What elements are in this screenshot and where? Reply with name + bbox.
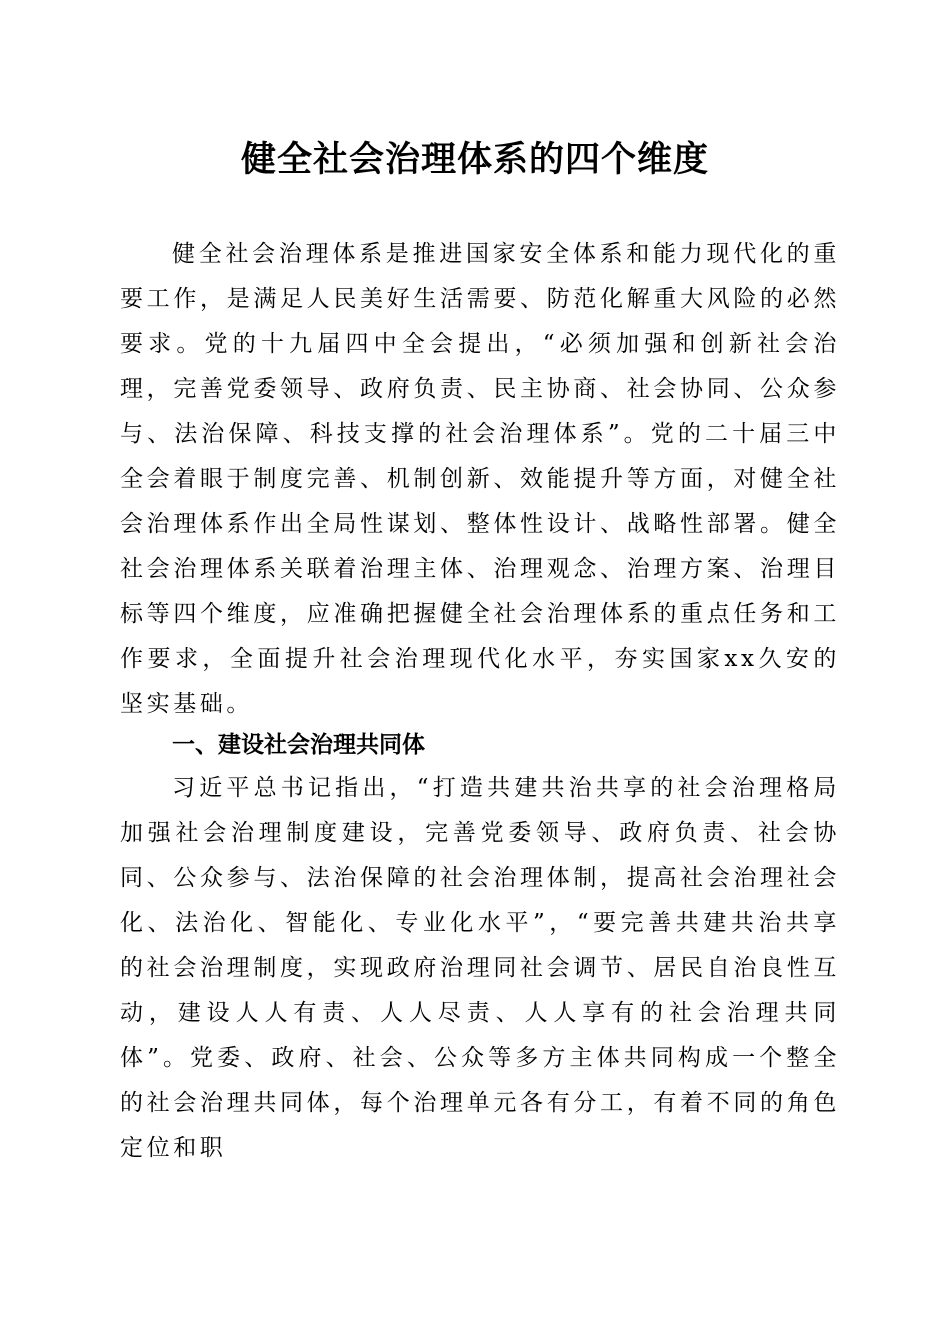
section-paragraph: 习近平总书记指出，“打造共建共治共享的社会治理格局加强社会治理制度建设，完善党委领导、政府负责、社会协同、公众参与、法治保障的社会治理体制，提高社会治理社会化、法治化、智能化、专业化水平”，“要完善共建共治共享的社会治理制度，实现政府治理同社会调节、居民自治良性互动，建设人人有责、人人尽责、人人享有的社会治理共同体”。党委、政府、社会、公众等多方主体共同构成一个整全的社会治理共同体，每个治理单元各有分工，有着不同的角色定位和职 [120,775,840,1161]
document-title: 健全社会治理体系的四个维度 [240,139,709,180]
intro-paragraph: 健全社会治理体系是推进国家安全体系和能力现代化的重要工作，是满足人民美好生活需要、防范化解重大风险的必然要求。党的十九届四中全会提出，“必须加强和创新社会治理，完善党委领导、政府负责、民主协商、社会协同、公众参与、法治保障、科技支撑的社会治理体系”。党的二十届三中全会着眼于制度完善、机制创新、效能提升等方面，对健全社会治理体系作出全局性谋划、整体性设计、战略性部署。健全社会治理体系关联着治理主体、治理观念、治理方案、治理目标等四个维度，应准确把握健全社会治理体系的重点任务和工作要求，全面提升社会治理现代化水平，夯实国家xx久安的坚实基础。 [120,241,840,717]
section-heading: 一、建设社会治理共同体 [172,732,425,758]
